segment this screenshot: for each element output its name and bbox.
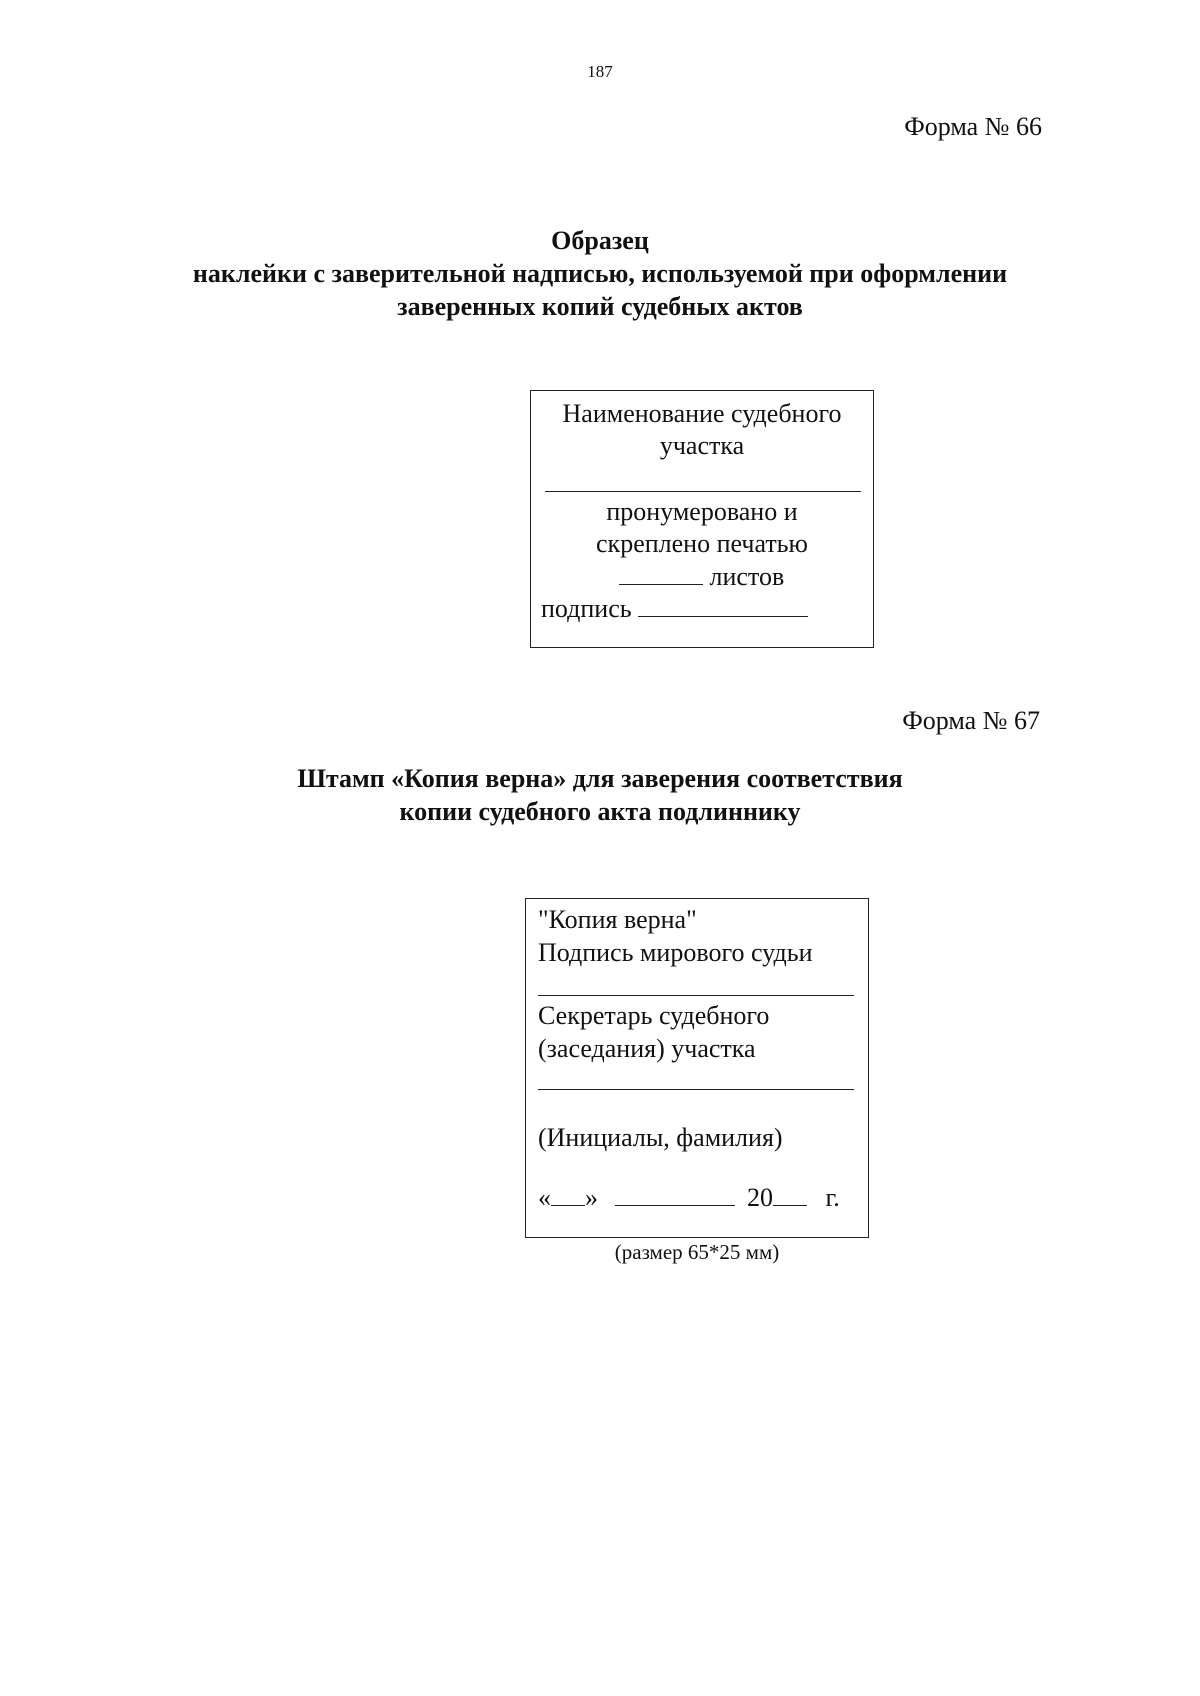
form-66-title-line: заверенных копий судебных актов <box>397 292 803 321</box>
signature-row <box>541 594 808 624</box>
signature-label: подпись <box>541 594 632 623</box>
page-number: 187 <box>587 62 613 81</box>
secretary-line1: Секретарь судебного <box>538 1001 770 1030</box>
court-name-line2: участка <box>659 431 745 460</box>
form-66-label: Форма № 66 <box>904 112 1042 141</box>
judge-signature-label: Подпись мирового судьи <box>538 938 813 967</box>
secretary-signature-line <box>538 1089 854 1090</box>
form-66-title-line: Образец <box>551 226 649 255</box>
day-blank <box>551 1183 585 1206</box>
initials-label: (Инициалы, фамилия) <box>538 1123 783 1152</box>
sheets-label: листов <box>709 562 785 591</box>
year-suffix: г. <box>825 1183 840 1212</box>
date-row <box>538 1183 840 1213</box>
court-name-underline <box>545 491 861 492</box>
form-67-label: Форма № 67 <box>902 706 1040 735</box>
date-close-quote: » <box>585 1183 598 1212</box>
numbered-line2: скреплено печатью <box>596 529 808 558</box>
numbered-line1: пронумеровано и <box>606 497 798 526</box>
sheets-row <box>619 562 784 592</box>
copy-true-stamp <box>525 898 869 1238</box>
court-name-line1: Наименование судебного <box>562 399 842 428</box>
year-blank <box>773 1183 807 1206</box>
certification-sticker <box>530 390 874 648</box>
year-prefix: 20 <box>747 1183 773 1212</box>
signature-blank <box>638 594 808 617</box>
sheets-count-blank <box>619 562 703 585</box>
date-open-quote: « <box>538 1183 551 1212</box>
copy-true-text: "Копия верна" <box>538 905 697 934</box>
form-67-title-line: копии судебного акта подлиннику <box>399 797 801 826</box>
judge-signature-line <box>538 995 854 996</box>
form-67-title <box>0 762 1200 828</box>
size-caption: (размер 65*25 мм) <box>614 1240 780 1264</box>
form-66-title <box>0 224 1200 323</box>
form-66-title-line: наклейки с заверительной надписью, используемой при оформлении <box>192 259 1008 288</box>
month-blank <box>615 1183 735 1206</box>
secretary-line2: (заседания) участка <box>538 1034 756 1063</box>
form-67-title-line: Штамп «Копия верна» для заверения соответствия <box>297 764 903 793</box>
